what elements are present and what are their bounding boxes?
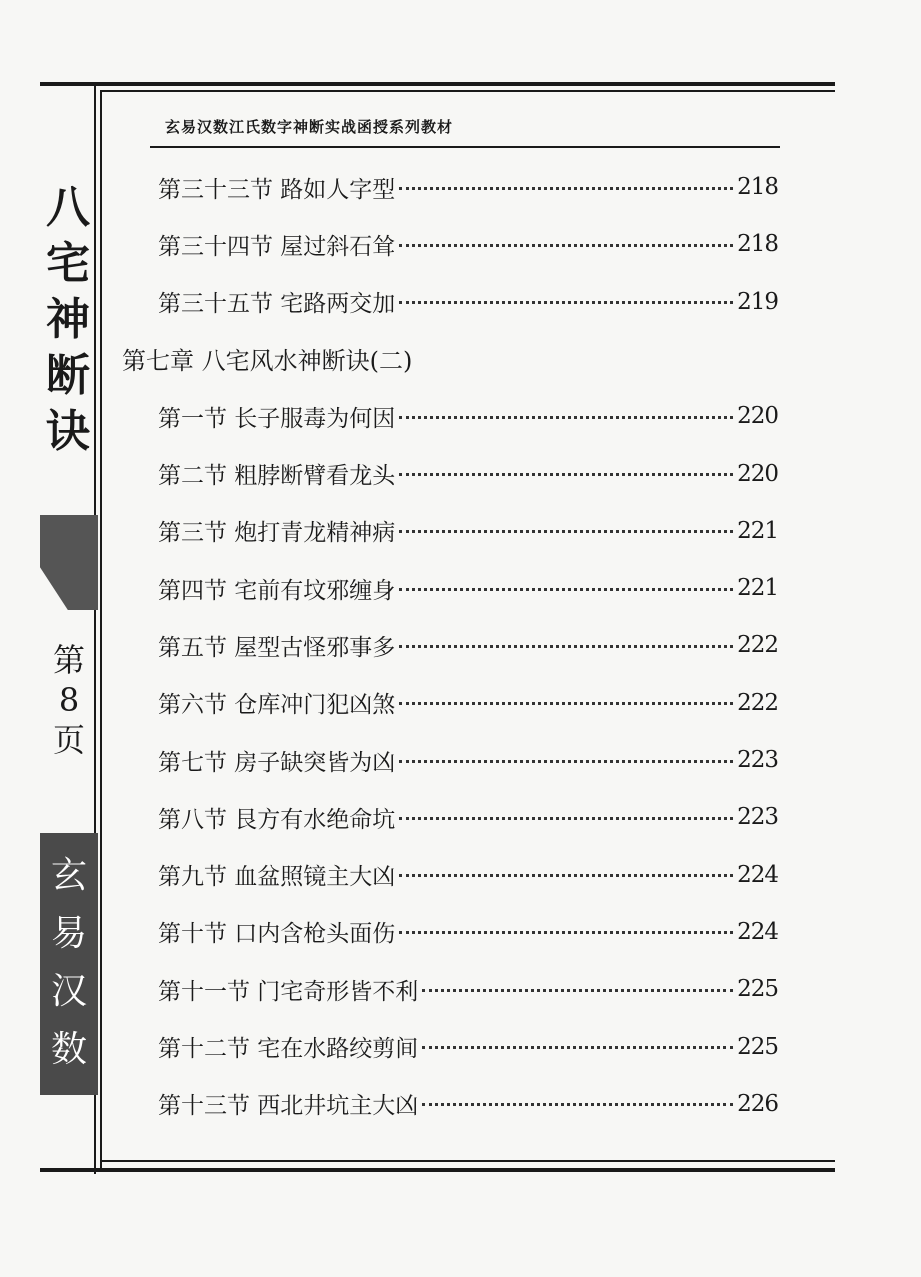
top-rule-outer (40, 82, 835, 86)
left-rule-inner (100, 90, 102, 1168)
toc-leader-dots (399, 473, 733, 476)
toc-leader-dots (399, 931, 733, 934)
bottom-rule-inner (100, 1160, 835, 1162)
toc-entry[interactable] (158, 625, 778, 665)
page-label-char: 8 (58, 681, 80, 719)
toc-page-number: 224 (737, 918, 778, 945)
toc-entry[interactable] (158, 1084, 778, 1124)
toc-leader-dots (399, 702, 733, 705)
toc-entry-title: 第三十五节 宅路两交加 (158, 291, 396, 318)
toc-leader-dots (399, 874, 733, 877)
toc-page-number: 221 (737, 575, 778, 602)
toc-entry[interactable] (158, 1027, 778, 1067)
toc-page-number: 225 (737, 976, 778, 1003)
toc-entry[interactable] (158, 969, 778, 1009)
toc-entry[interactable] (158, 282, 778, 322)
book-title-char: 八 (46, 182, 90, 233)
toc-entry[interactable] (158, 855, 778, 895)
top-rule-inner (100, 90, 835, 92)
book-title-char: 宅 (46, 238, 90, 289)
brand-char: 易 (50, 913, 87, 954)
toc-page-number: 218 (737, 231, 778, 258)
page-label-char: 页 (52, 721, 85, 759)
toc-entry-title: 第六节 仓库冲门犯凶煞 (158, 692, 396, 719)
toc-page-number: 221 (737, 517, 778, 544)
toc-entry-title: 第十节 口内含枪头面伤 (158, 921, 396, 948)
toc-page-number: 223 (737, 747, 778, 773)
toc-entry[interactable] (158, 454, 778, 494)
toc-page-number: 222 (737, 632, 778, 659)
toc-entry[interactable] (158, 683, 778, 723)
book-title-char: 神 (46, 294, 90, 345)
toc-entry-title: 第五节 屋型古怪邪事多 (158, 634, 396, 661)
toc-entry[interactable] (158, 224, 778, 264)
toc-entry-title: 第四节 宅前有坟邪缠身 (158, 577, 396, 604)
brand-char: 数 (50, 1029, 87, 1070)
toc-entry-title: 第七节 房子缺突皆为凶 (158, 749, 396, 776)
toc-leader-dots (422, 989, 733, 992)
toc-leader-dots (422, 1046, 733, 1049)
toc-page-number: 223 (737, 804, 778, 831)
brand-char: 汉 (50, 971, 87, 1012)
brand-box (40, 833, 98, 1095)
toc-entry[interactable] (158, 797, 778, 837)
toc-entry-title: 第二节 粗脖断臂看龙头 (158, 463, 396, 489)
toc-entry[interactable] (158, 511, 778, 551)
toc-page-number: 218 (737, 174, 778, 200)
toc-page-number: 220 (737, 460, 778, 487)
toc-page-number: 219 (737, 288, 778, 315)
toc-entry-title: 第三节 炮打青龙精神病 (158, 520, 396, 547)
toc-leader-dots (399, 301, 733, 304)
toc-page-number: 226 (737, 1090, 778, 1117)
toc-page-number: 224 (737, 861, 778, 888)
page-number-label (40, 640, 98, 760)
sidebar-decoration (40, 515, 98, 610)
toc-entry[interactable] (158, 740, 778, 780)
series-header: 玄易汉数江氏数字神断实战函授系列教材 (165, 118, 454, 136)
brand-char: 玄 (50, 855, 87, 896)
toc-entry-title: 第三十四节 屋过斜石耸 (158, 233, 396, 260)
toc-entry[interactable] (158, 167, 778, 207)
bottom-rule-outer (40, 1168, 835, 1172)
toc-leader-dots (399, 817, 733, 820)
toc-leader-dots (399, 187, 733, 190)
toc-entry-title: 第十二节 宅在水路绞剪间 (158, 1036, 419, 1062)
chapter-heading[interactable]: 第七章 八宅风水神断诀(二) (122, 347, 413, 376)
book-title-char: 断 (46, 350, 90, 401)
toc-entry-title: 第八节 艮方有水绝命坑 (158, 806, 396, 833)
toc-leader-dots (399, 530, 733, 533)
toc-entry-title: 第一节 长子服毒为何因 (158, 405, 396, 432)
toc-entry-title: 第十一节 门宅奇形皆不利 (158, 978, 419, 1005)
toc-entry-title: 第十三节 西北井坑主大凶 (158, 1093, 419, 1120)
toc-leader-dots (422, 1103, 733, 1106)
toc-page-number: 220 (737, 403, 778, 430)
toc-entry-title: 第九节 血盆照镜主大凶 (158, 864, 396, 891)
toc-entry[interactable] (158, 912, 778, 952)
book-title-char: 诀 (46, 406, 90, 457)
toc-leader-dots (399, 760, 733, 763)
toc-leader-dots (399, 416, 733, 419)
toc-page-number: 222 (737, 689, 778, 716)
toc-leader-dots (399, 244, 733, 247)
toc-leader-dots (399, 645, 733, 648)
toc-page-number: 225 (737, 1033, 778, 1060)
book-title-vertical (40, 180, 96, 460)
toc-entry[interactable] (158, 568, 778, 608)
page-label-char: 第 (52, 641, 85, 679)
toc-entry[interactable] (158, 396, 778, 436)
toc-entry-title: 第三十三节 路如人字型 (158, 176, 396, 203)
toc-leader-dots (399, 588, 733, 591)
header-underline (150, 146, 780, 148)
